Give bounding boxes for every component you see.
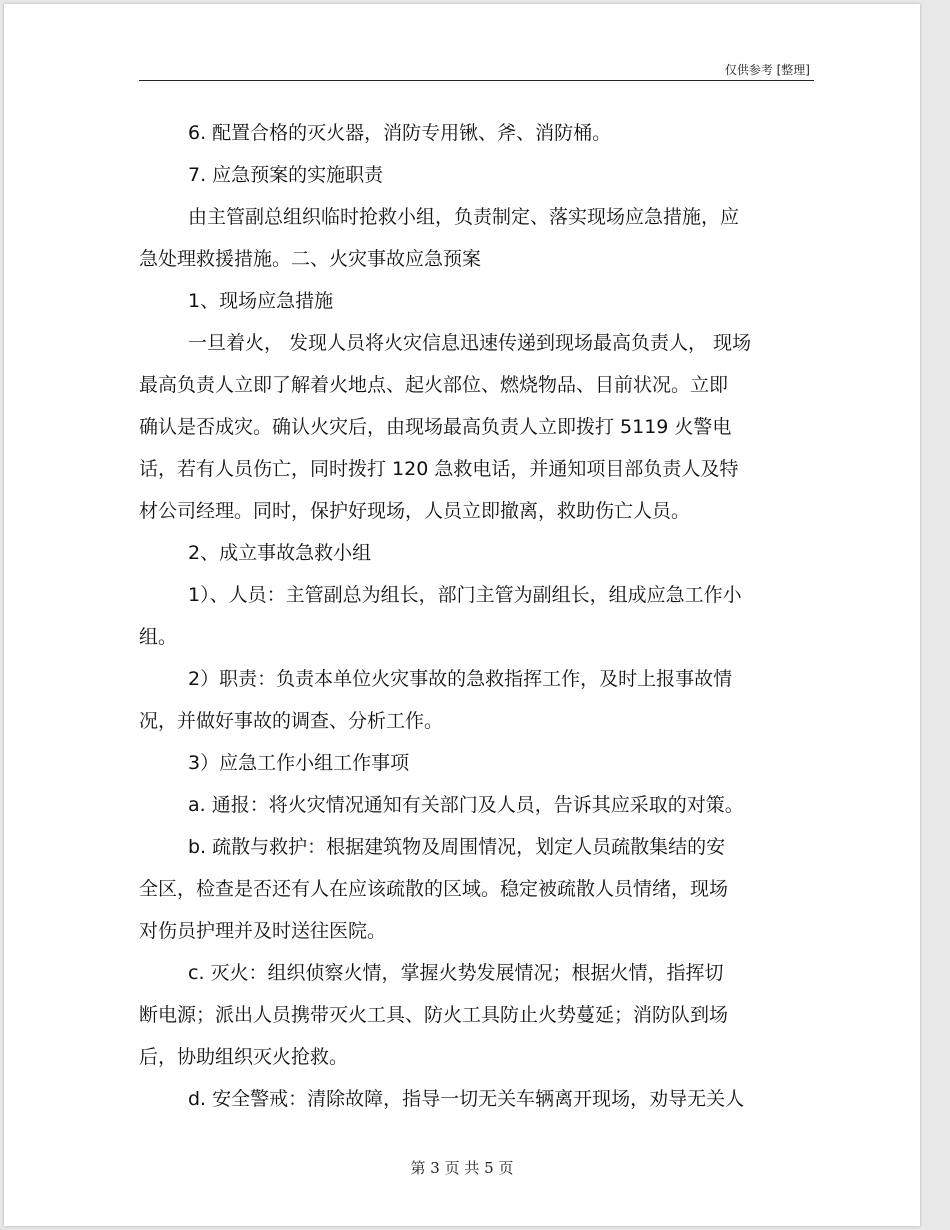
header-note: 仅供参考 [整理] [724, 63, 810, 77]
text-line: 1、现场应急措施 [188, 290, 334, 312]
text-line: 2）职责：负责本单位火灾事故的急救指挥工作，及时上报事故情 [188, 668, 733, 690]
text-line: 确认是否成灾。确认火灾后，由现场最高负责人立即拨打 5119 火警电 [139, 416, 732, 438]
text-line: 组。 [139, 626, 178, 648]
text-line: 6. 配置合格的灭火器，消防专用锹、斧、消防桶。 [188, 122, 612, 144]
text-line: d. 安全警戒：清除故障，指导一切无关车辆离开现场，劝导无关人 [188, 1088, 745, 1110]
text-line: 最高负责人立即了解着火地点、起火部位、燃烧物品、目前状况。立即 [139, 374, 729, 396]
header-rule [139, 80, 814, 81]
text-line: 对伤员护理并及时送往医院。 [139, 920, 387, 942]
text-line: 1）、人员：主管副总为组长，部门主管为副组长，组成应急工作小 [188, 584, 742, 606]
text-line: 2、成立事故急救小组 [188, 542, 372, 564]
text-line: 断电源；派出人员携带灭火工具、防火工具防止火势蔓延；消防队到场 [139, 1004, 729, 1026]
text-line: 材公司经理。同时，保护好现场，人员立即撤离，救助伤亡人员。 [139, 500, 691, 522]
text-line: 话，若有人员伤亡，同时拨打 120 急救电话，并通知项目部负责人及特 [139, 458, 739, 480]
page-number: 第 3 页 共 5 页 [410, 1159, 514, 1177]
body-text [139, 112, 819, 1120]
text-line: 急处理救援措施。二、火灾事故应急预案 [139, 248, 482, 270]
text-line: 后，协助组织灭火抢救。 [139, 1046, 349, 1068]
text-line: b. 疏散与救护：根据建筑物及周围情况，划定人员疏散集结的安 [188, 836, 726, 858]
text-line: c. 灭火：组织侦察火情，掌握火势发展情况；根据火情，指挥切 [188, 962, 724, 984]
text-line: a. 通报：将火灾情况通知有关部门及人员，告诉其应采取的对策。 [188, 794, 744, 816]
text-line: 全区，检查是否还有人在应该疏散的区域。稳定被疏散人员情绪，现场 [139, 878, 729, 900]
text-line: 3）应急工作小组工作事项 [188, 752, 410, 774]
text-line: 由主管副总组织临时抢救小组，负责制定、落实现场应急措施，应 [188, 206, 740, 228]
text-line: 一旦着火， 发现人员将火灾信息迅速传递到现场最高负责人， 现场 [188, 332, 752, 354]
text-line: 况，并做好事故的调查、分析工作。 [139, 710, 444, 732]
document-page [4, 4, 920, 1226]
text-line: 7. 应急预案的实施职责 [188, 164, 384, 186]
